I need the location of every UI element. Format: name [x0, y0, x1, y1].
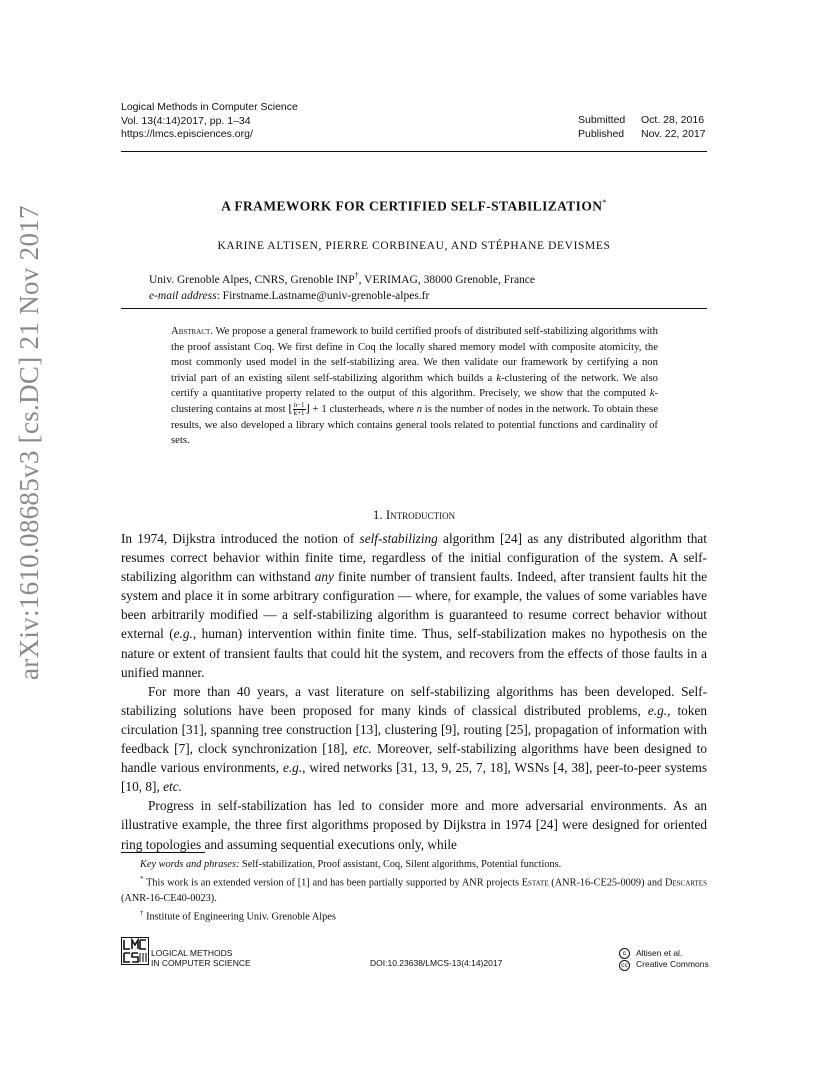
- paragraph: For more than 40 years, a vast literature on self-stabilizing algorithms has been developed. Self-stabilizing solutions have been proposed for many kinds of classical distributed problems, e.g., token circulation [31], spanning tree construction [13], clustering [9], routing [25], propagation of information with feedback [7], clock synchronization [18], etc. Moreover, self-stabilizing algorithms have been designed to handle various environments, e.g., wired networks [31, 13, 9, 25, 7, 18], WSNs [4, 38], peer-to-peer systems [10, 8], etc.: [121, 683, 707, 795]
- body-text: [121, 529, 707, 854]
- doi-text[interactable]: DOI:10.23638/LMCS-13(4:14)2017: [370, 958, 503, 968]
- email-line: e-mail address: Firstname.Lastname@univ-grenoble-alpes.fr: [149, 289, 430, 302]
- journal-volume: Vol. 13(4:14)2017, pp. 1–34: [121, 114, 251, 127]
- copyright-line: c Altisen et al.: [619, 948, 709, 959]
- license-block: [619, 948, 709, 971]
- paragraph: Progress in self-stabilization has led to consider more and more adversarial environments. As an illustrative example, the three first algorithms proposed by Dijkstra in 1974 [24] were designed for oriented ring topologies and assuming sequential executions only, while: [121, 798, 707, 852]
- copyright-icon: c: [619, 948, 630, 959]
- journal-header: [121, 101, 298, 142]
- arxiv-side-stamp: arXiv:1610.08685v3 [cs.DC] 21 Nov 2017: [14, 205, 44, 680]
- keywords-footnote: Key words and phrases: Self-stabilization, Proof assistant, Coq, Silent algorithms, Potential functions.: [140, 859, 562, 870]
- abstract-label: Abstract.: [171, 325, 213, 337]
- affiliation-footnote: † Institute of Engineering Univ. Grenoble Alpes: [140, 909, 336, 923]
- lmcs-logo-icon: [121, 937, 149, 965]
- license-line[interactable]: cc Creative Commons: [619, 959, 709, 970]
- journal-dates: [578, 114, 706, 141]
- lmcs-name: LOGICAL METHODS IN COMPUTER SCIENCE: [151, 948, 251, 968]
- funding-footnote: * This work is an extended version of [1] and has been partially supported by ANR projects Estate (ANR-16-CE25-0009) and Descartes (ANR-16-CE40-0023).: [121, 875, 707, 905]
- header-divider: [121, 151, 707, 152]
- section-heading: 1. Introduction: [372, 507, 456, 522]
- author-list: KARINE ALTISEN, PIERRE CORBINEAU, AND STÉPHANE DEVISMES: [217, 240, 611, 252]
- footnote-divider: [121, 852, 205, 853]
- footnotes: [121, 857, 707, 925]
- submitted-row: Submitted Oct. 28, 2016: [578, 114, 705, 126]
- journal-url[interactable]: https://lmcs.episciences.org/: [121, 128, 253, 140]
- affiliation-divider: [121, 308, 707, 309]
- journal-name: Logical Methods in Computer Science: [121, 101, 298, 113]
- paper-title: A FRAMEWORK FOR CERTIFIED SELF-STABILIZATION*: [221, 198, 607, 214]
- fraction: $\frac{n-1}{k+1}$: [293, 401, 305, 418]
- title-footnote-mark: *: [602, 198, 607, 207]
- affiliation-block: [149, 268, 535, 304]
- abstract: Abstract. We propose a general framework to build certified proofs of distributed self-stabilizing algorithms with the proof assistant Coq. We first define in Coq the locally shared memory model with composite atomicity, the most commonly used model in the self-stabilizing area. We then validate our framework by certifying a non trivial part of an existing silent self-stabilizing algorithm which builds a k-clustering of the network. We also certify a quantitative property related to the output of this algorithm. Precisely, we show that the computed k-clustering contains at most ⌊ $\frac{n-1}{k+1}$ ⌋ + 1 clusterheads, where n is the number of nodes in the network. To obtain these results, we also developed a library which contains general tools related to potential functions and cardinality of sets.: [171, 325, 658, 447]
- published-row: Published Nov. 22, 2017: [578, 127, 706, 140]
- affiliation-line: Univ. Grenoble Alpes, CNRS, Grenoble INP†, VERIMAG, 38000 Grenoble, France: [149, 271, 536, 286]
- creative-commons-icon: cc: [619, 960, 630, 971]
- paragraph: In 1974, Dijkstra introduced the notion of self-stabilizing algorithm [24] as any distributed algorithm that resumes correct behavior within finite time, regardless of the initial configuration of the system. A self-stabilizing algorithm can withstand any finite number of transient faults. Indeed, after transient faults hit the system and place it in some arbitrary configuration — where, for example, the values of some variables have been arbitrarily modified — a self-stabilizing algorithm is guaranteed to resume correct behavior without external (e.g., human) intervention within finite time. Thus, self-stabilization makes no hypothesis on the nature or extent of transient faults that could hit the system, and recovers from the effects of those faults in a unified manner.: [121, 531, 707, 680]
